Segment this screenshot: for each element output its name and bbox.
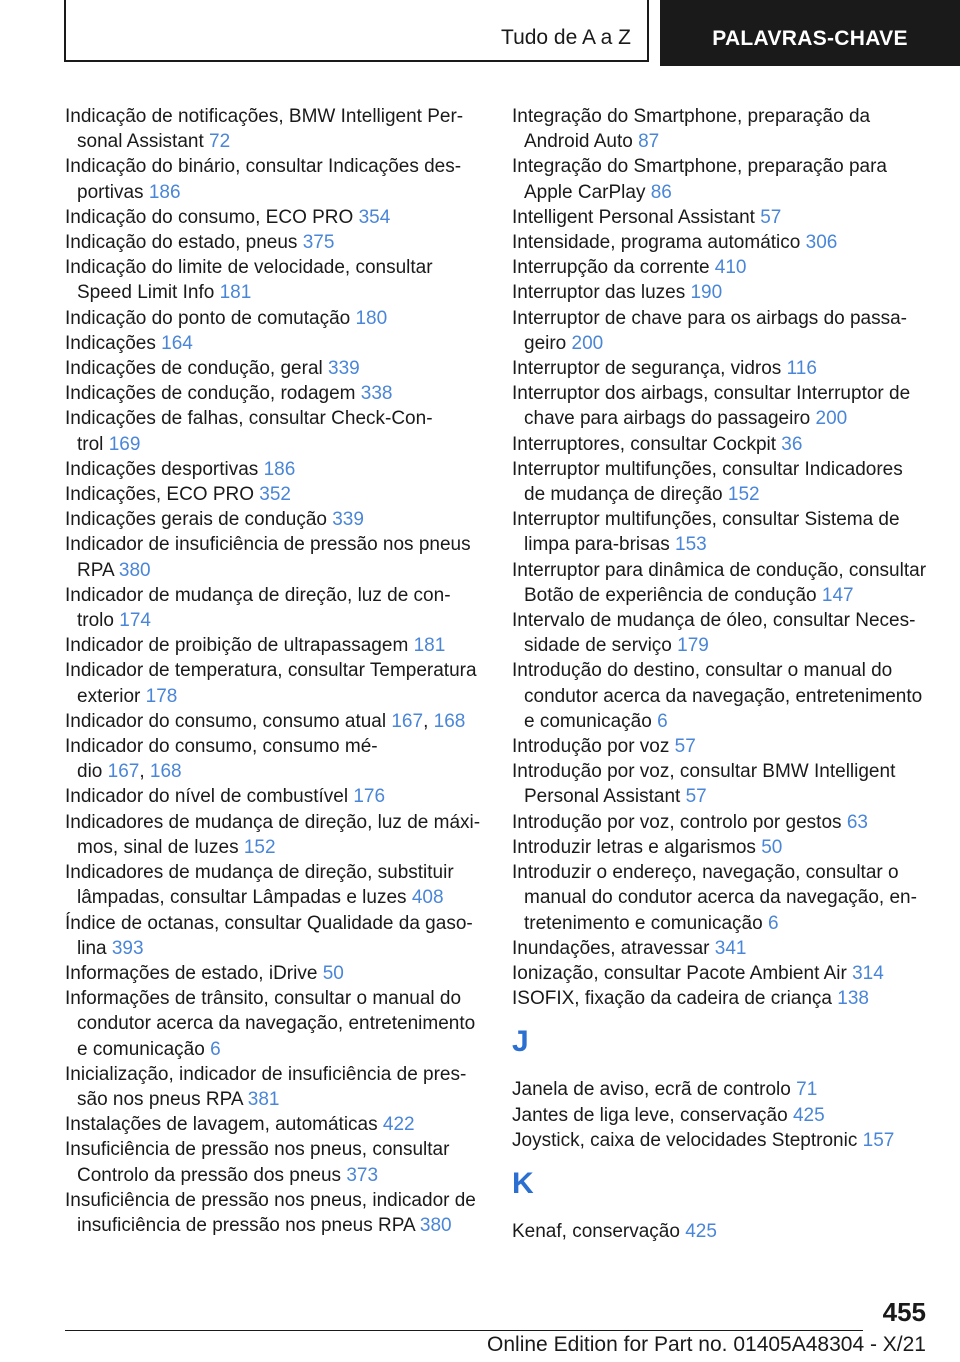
entry-text: insuficiência de pressão nos pneus RPA xyxy=(77,1214,420,1236)
page-link[interactable]: 72 xyxy=(209,131,231,153)
index-entry: Indicador do consumo, consumo mé- dio 167, 168 xyxy=(65,736,378,783)
entry-text: portivas xyxy=(77,181,149,203)
page-link[interactable]: 6 xyxy=(210,1038,221,1060)
entry-text: Indicador do consumo, consumo atual xyxy=(65,710,392,732)
index-entry xyxy=(512,104,942,154)
entry-text: exterior xyxy=(77,685,146,707)
index-entry xyxy=(65,306,485,331)
index-entry xyxy=(512,860,942,936)
entry-text: Personal Assistant xyxy=(524,786,686,808)
entry-text: Integração do Smartphone, preparação da xyxy=(512,106,871,127)
page-link[interactable]: 352 xyxy=(259,484,291,506)
entry-text: condutor acerca da navegação, entretenimento xyxy=(524,685,923,707)
index-entry xyxy=(512,432,942,457)
entry-text: Interruptor das luzes xyxy=(512,282,691,304)
entry-text: RPA xyxy=(77,559,119,581)
page-link[interactable]: 174 xyxy=(119,610,151,632)
page-link[interactable]: 180 xyxy=(355,307,388,329)
entry-text: manual do condutor acerca da navegação, en- xyxy=(524,887,917,909)
entry-text: Interruptor multifunções, consultar Indicadores xyxy=(512,458,903,480)
page-link[interactable]: 167 xyxy=(391,710,424,732)
index-entry xyxy=(65,1062,485,1112)
entry-text: Controlo da pressão dos pneus xyxy=(77,1164,347,1186)
entry-text: sidade de serviço xyxy=(524,635,678,657)
index-entry xyxy=(65,986,485,1062)
page-link[interactable]: 179 xyxy=(677,635,709,657)
entry-text: Indicadores de mudança de direção, substituir xyxy=(65,862,454,884)
index-entry xyxy=(512,759,942,809)
index-entry xyxy=(512,1219,942,1244)
index-entry xyxy=(65,860,485,910)
entry-text: Interruptores, consultar Cockpit xyxy=(512,433,782,455)
entry-text: Informações de trânsito, consultar o manual do xyxy=(65,988,462,1010)
entry-text: Apple CarPlay xyxy=(524,181,651,203)
index-entry xyxy=(512,507,942,557)
entry-text: Instalações de lavagem, automáticas xyxy=(65,1114,383,1136)
page-link[interactable]: 181 xyxy=(413,635,446,657)
entry-text: Introdução por voz, consultar BMW Intelligent xyxy=(512,761,896,783)
entry-text: Indicador de insuficiência de pressão nos pneus xyxy=(65,534,471,556)
entry-text: Interruptor de chave para os airbags do passa- xyxy=(512,307,908,329)
page-link[interactable]: 57 xyxy=(674,736,696,758)
index-entry xyxy=(65,784,485,809)
index-entry xyxy=(65,457,485,482)
page-link[interactable]: 152 xyxy=(727,484,760,506)
page-link[interactable]: 6 xyxy=(657,710,668,732)
entry-text: Speed Limit Info xyxy=(77,282,220,304)
page-link[interactable]: 425 xyxy=(792,1104,825,1126)
entry-text: Introduzir letras e algarismos xyxy=(512,836,762,858)
page-link[interactable]: 168 xyxy=(149,761,182,783)
page-number: 455 xyxy=(882,1297,926,1327)
page-link[interactable]: 116 xyxy=(786,358,817,380)
entry-text: mos, sinal de luzes xyxy=(77,836,244,858)
footer-divider xyxy=(65,1330,863,1331)
entry-text: Índice de octanas, consultar Qualidade da gaso- xyxy=(65,912,473,934)
index-entry xyxy=(512,961,942,986)
index-entry xyxy=(512,936,942,961)
page-link[interactable]: 167 xyxy=(107,761,140,783)
index-entry xyxy=(512,1128,942,1153)
index-group-k xyxy=(512,1219,942,1244)
section-letter-j: J xyxy=(512,1025,529,1059)
page-link[interactable]: 50 xyxy=(761,836,783,858)
entry-text: tretenimento e comunicação xyxy=(524,912,768,934)
page-link[interactable]: 375 xyxy=(302,232,335,254)
index-entry xyxy=(512,381,942,431)
entry-text: Interruptor dos airbags, consultar Interruptor de xyxy=(512,383,911,405)
entry-text: Interruptor multifunções, consultar Sistema de xyxy=(512,509,900,531)
entry-text: condutor acerca da navegação, entretenimento xyxy=(77,1013,476,1035)
entry-text: Informações de estado, iDrive xyxy=(65,962,323,984)
index-entry xyxy=(65,961,485,986)
entry-text: Android Auto xyxy=(524,131,639,153)
index-entry xyxy=(512,255,942,280)
entry-text: Intervalo de mudança de óleo, consultar Neces- xyxy=(512,610,916,632)
entry-text: Indicações, ECO PRO xyxy=(65,484,260,506)
entry-text: Intelligent Personal Assistant xyxy=(512,206,761,228)
index-entry xyxy=(65,406,485,456)
entry-text: e comunicação xyxy=(77,1038,211,1060)
index-entry xyxy=(65,104,485,154)
index-entry xyxy=(512,1103,942,1128)
entry-text: Indicações xyxy=(65,332,162,354)
page-link[interactable]: 169 xyxy=(108,433,141,455)
page-link[interactable]: 200 xyxy=(815,408,848,430)
section-letter-k: K xyxy=(512,1166,534,1200)
index-entry xyxy=(512,457,942,507)
page-link[interactable]: 306 xyxy=(805,232,838,254)
page-link[interactable]: 87 xyxy=(638,131,660,153)
page-link[interactable]: 168 xyxy=(433,710,466,732)
entry-text: Introduzir o endereço, navegação, consultar o xyxy=(512,862,899,884)
entry-text: Botão de experiência de condução xyxy=(524,584,822,606)
entry-text: Interruptor de segurança, vidros xyxy=(512,358,787,380)
entry-text: Interruptor para dinâmica de condução, consultar xyxy=(512,559,927,581)
page-link[interactable]: 186 xyxy=(263,458,296,480)
index-entry xyxy=(512,608,942,658)
page-link[interactable]: 147 xyxy=(821,584,854,606)
index-entry xyxy=(65,205,485,230)
index-entry xyxy=(65,356,485,381)
index-entry xyxy=(512,1077,942,1102)
entry-text: limpa para-brisas xyxy=(524,534,675,556)
page-link[interactable]: 339 xyxy=(332,509,364,531)
entry-text: Integração do Smartphone, preparação para xyxy=(512,156,887,178)
page-link[interactable]: 57 xyxy=(685,786,707,808)
header-tab xyxy=(660,0,960,66)
entry-text: Inicialização, indicador de insuficiência de pres- xyxy=(65,1063,467,1085)
entry-text: Joystick, caixa de velocidades Steptronic xyxy=(512,1129,863,1151)
index-entry xyxy=(512,205,942,230)
page-link[interactable]: 341 xyxy=(714,937,747,959)
entry-text: Indicações de condução, geral xyxy=(65,358,329,380)
page-link[interactable]: 178 xyxy=(145,685,178,707)
page-link[interactable]: 410 xyxy=(714,257,747,279)
entry-text: Indicações de condução, rodagem xyxy=(65,383,361,405)
index-column-left xyxy=(65,104,485,1238)
page-link[interactable]: 152 xyxy=(243,836,276,858)
index-entry xyxy=(512,280,942,305)
entry-text: Indicadores de mudança de direção, luz de máxi- xyxy=(65,811,481,833)
page-link[interactable]: 186 xyxy=(148,181,181,203)
entry-text: Insuficiência de pressão nos pneus, consultar xyxy=(65,1139,450,1161)
index-entry xyxy=(65,658,485,708)
page-link[interactable]: 425 xyxy=(685,1220,717,1242)
page-link[interactable]: 393 xyxy=(111,937,144,959)
index-entry xyxy=(65,381,485,406)
entry-text: Indicação do limite de velocidade, consultar xyxy=(65,257,433,279)
entry-text: Kenaf, conservação xyxy=(512,1220,686,1242)
index-group-i-continued xyxy=(512,104,942,1011)
page-link[interactable]: 153 xyxy=(675,534,707,556)
index-entry xyxy=(65,154,485,204)
page-link[interactable]: 50 xyxy=(322,962,344,984)
entry-text: lâmpadas, consultar Lâmpadas e luzes xyxy=(77,887,412,909)
index-entry xyxy=(512,306,942,356)
page-link[interactable]: 338 xyxy=(360,383,393,405)
index-entry xyxy=(65,482,485,507)
header-tab-label: PALAVRAS-CHAVE xyxy=(712,27,908,50)
index-entry xyxy=(65,331,485,356)
page-link[interactable]: 6 xyxy=(767,912,779,934)
page-link[interactable]: 164 xyxy=(161,332,193,354)
entry-text: Indicação de notificações, BMW Intelligent Per- xyxy=(65,106,464,127)
index-group-j xyxy=(512,1077,942,1153)
footer-edition-text: Online Edition for Part no. 01405A48304 - X/21 xyxy=(487,1333,926,1356)
entry-text: chave para airbags do passageiro xyxy=(524,408,816,430)
index-entry xyxy=(512,658,942,734)
entry-text: Indicação do estado, pneus xyxy=(65,232,303,254)
index-entry xyxy=(65,911,485,961)
entry-text: lina xyxy=(77,937,112,959)
index-entry xyxy=(65,810,485,860)
entry-text: trol xyxy=(77,433,109,455)
entry-text: Insuficiência de pressão nos pneus, indicador de xyxy=(65,1189,476,1211)
entry-text: Indicador do nível de combustível xyxy=(65,786,354,808)
index-entry xyxy=(65,1137,485,1187)
page-link[interactable]: 181 xyxy=(219,282,252,304)
entry-text: e comunicação xyxy=(524,710,658,732)
index-entry xyxy=(512,558,942,608)
index-entry xyxy=(65,532,485,582)
page-link[interactable]: 86 xyxy=(650,181,672,203)
entry-text: geiro xyxy=(524,332,572,354)
entry-text: Ionização, consultar Pacote Ambient Air xyxy=(512,962,853,984)
entry-text: Indicador de temperatura, consultar Temperatura xyxy=(65,660,477,682)
entry-text: Interrupção da corrente xyxy=(512,257,715,279)
page-link[interactable]: 57 xyxy=(760,206,782,228)
page-link[interactable]: 71 xyxy=(796,1079,818,1101)
index-entry xyxy=(65,1188,485,1238)
page-header xyxy=(0,0,960,66)
page-link[interactable]: 408 xyxy=(411,887,444,909)
entry-text: Indicador de mudança de direção, luz de con- xyxy=(65,584,451,606)
index-entry xyxy=(65,1112,485,1137)
index-column-right xyxy=(512,104,942,1244)
page-link[interactable]: 380 xyxy=(118,559,151,581)
page-link[interactable]: 36 xyxy=(781,433,803,455)
entry-text: trolo xyxy=(77,610,120,632)
page-link[interactable]: 380 xyxy=(419,1214,452,1236)
page-link[interactable]: 354 xyxy=(358,206,391,228)
index-entry xyxy=(512,356,942,381)
entry-text: Introdução por voz, controlo por gestos xyxy=(512,811,847,833)
page-link[interactable]: 339 xyxy=(328,358,360,380)
page-link[interactable]: 200 xyxy=(571,332,604,354)
entry-text: de mudança de direção xyxy=(524,484,728,506)
index-entry xyxy=(65,230,485,255)
entry-text: sonal Assistant xyxy=(77,131,210,153)
entry-text: Indicação do ponto de comutação xyxy=(65,307,356,329)
page-link[interactable]: 422 xyxy=(382,1114,415,1136)
entry-text: dio xyxy=(77,761,108,783)
index-entry xyxy=(65,507,485,532)
index-entry xyxy=(65,633,485,658)
entry-text: Indicações de falhas, consultar Check-Con- xyxy=(65,408,433,430)
page-link[interactable]: 373 xyxy=(346,1164,379,1186)
index-entry xyxy=(512,230,942,255)
page-link[interactable]: 63 xyxy=(846,811,868,833)
entry-text: Introdução do destino, consultar o manual do xyxy=(512,660,893,682)
entry-text: Indicações gerais de condução xyxy=(65,509,333,531)
index-entry xyxy=(512,154,942,204)
entry-text: ISOFIX, fixação da cadeira de criança xyxy=(512,988,838,1010)
entry-text: Indicação do binário, consultar Indicações des- xyxy=(65,156,462,178)
entry-text: Intensidade, programa automático xyxy=(512,232,806,254)
page-link[interactable]: 138 xyxy=(837,988,869,1010)
index-entry xyxy=(65,255,485,305)
entry-text: Indicação do consumo, ECO PRO xyxy=(65,206,359,228)
entry-text: Jantes de liga leve, conservação xyxy=(512,1104,793,1126)
entry-text: Janela de aviso, ecrã de controlo xyxy=(512,1079,797,1101)
index-entry xyxy=(65,583,485,633)
entry-text: Indicações desportivas xyxy=(65,458,264,480)
header-section-title: Tudo de A a Z xyxy=(501,26,631,49)
index-entry: Indicador do consumo, consumo atual 167, 168 xyxy=(65,710,466,732)
index-entry xyxy=(512,835,942,860)
page-link[interactable]: 190 xyxy=(690,282,723,304)
entry-text: Indicador do consumo, consumo mé- xyxy=(65,736,378,758)
index-entry xyxy=(512,810,942,835)
entry-text: Inundações, atravessar xyxy=(512,937,715,959)
entry-text: são nos pneus RPA xyxy=(77,1088,248,1110)
index-entry xyxy=(512,734,942,759)
entry-text: Indicador de proibição de ultrapassagem xyxy=(65,635,414,657)
page-link[interactable]: 314 xyxy=(852,962,884,984)
header-frame xyxy=(64,0,649,62)
page-link[interactable]: 157 xyxy=(862,1129,895,1151)
index-entry xyxy=(512,986,942,1011)
page-link[interactable]: 381 xyxy=(247,1088,280,1110)
page-link[interactable]: 176 xyxy=(353,786,386,808)
entry-text: Introdução por voz xyxy=(512,736,675,758)
